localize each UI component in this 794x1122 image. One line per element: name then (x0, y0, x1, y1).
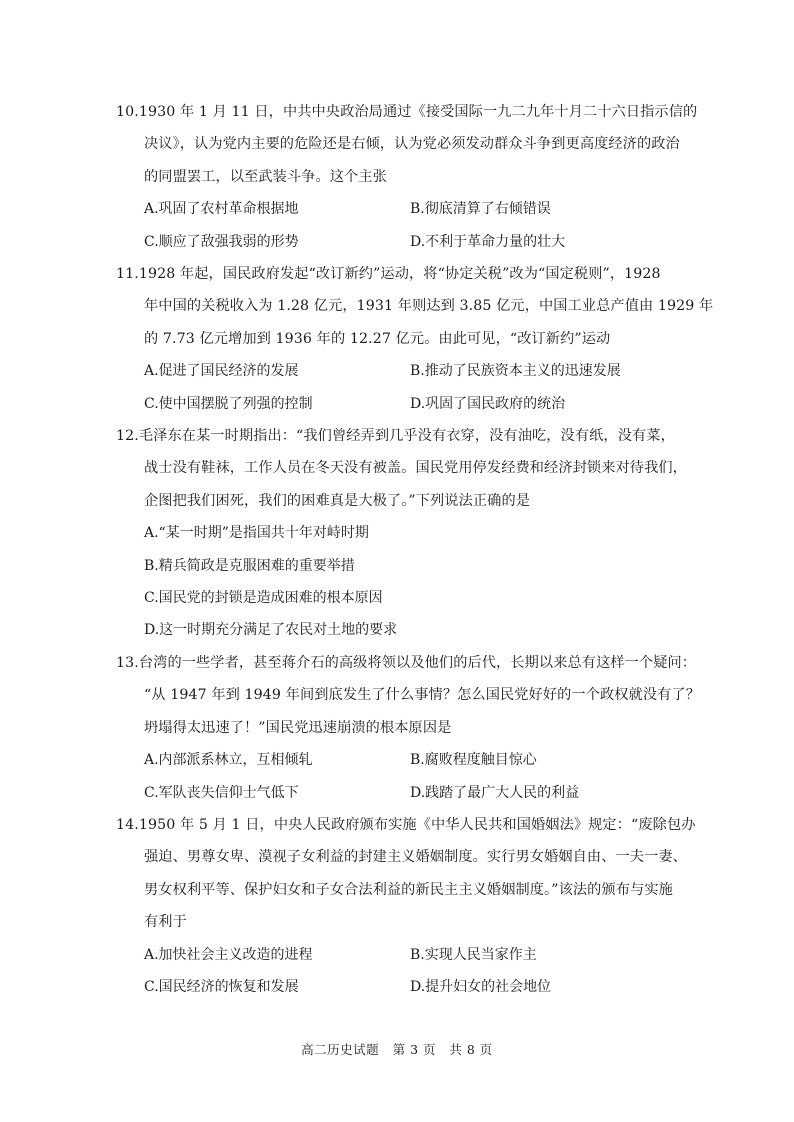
option-d: D.不利于革命力量的壮大 (410, 233, 566, 250)
option-a: A.巩固了农村革命根据地 (144, 201, 299, 218)
option-c: C.顺应了敌强我弱的形势 (144, 233, 299, 250)
option-d: D.践踏了最广大人民的利益 (410, 784, 580, 801)
option-d: D.巩固了国民政府的统治 (410, 395, 566, 412)
question-stem-line: 有利于 (144, 914, 187, 931)
option-a: A.“某一时期”是指国共十年对峙时期 (144, 525, 369, 542)
answer-options (116, 744, 676, 809)
option-b: B.彻底清算了右倾错误 (410, 201, 551, 218)
option-b: B.腐败程度触目惊心 (410, 752, 537, 769)
option-b: B.精兵简政是克服困难的重要举措 (144, 557, 355, 574)
question-stem-line: “从 1947 年到 1949 年间到底发生了什么事情？怎么国民党好好的一个政权就没有了？ (144, 687, 701, 704)
question-stem-line: 12.毛泽东在某一时期指出：“我们曾经弄到几乎没有衣穿，没有油吃，没有纸，没有菜， (116, 428, 675, 444)
question-stem-line: 战士没有鞋袜，工作人员在冬天没有被盖。国民党用停发经费和经济封锁来对待我们， (144, 460, 687, 477)
question-stem-line: 年中国的关税收入为 1.28 亿元，1931 年则达到 3.85 亿元，中国工业总产值由 1929 年 (144, 298, 714, 315)
question-stem-line: 强迫、男尊女卑、漠视子女利益的封建主义婚姻制度。实行男女婚姻自由、一夫一妻、 (144, 849, 687, 866)
question-stem-line: 坍塌得太迅速了！”国民党迅速崩溃的根本原因是 (144, 719, 452, 736)
question-stem-line: 企图把我们困死，我们的困难真是大极了。”下列说法正确的是 (144, 492, 531, 509)
question-stem-line: 决议》，认为党内主要的危险还是右倾，认为党必须发动群众斗争到更高度经济的政治 (144, 136, 680, 153)
option-b: B.推动了民族资本主义的迅速发展 (410, 363, 621, 380)
option-row (144, 777, 676, 809)
answer-options (116, 193, 676, 258)
answer-options (116, 355, 676, 420)
option-c: C.国民党的封锁是造成困难的根本原因 (144, 589, 383, 606)
option-b: B.实现人民当家作主 (410, 946, 537, 963)
question-stem-line: 14.1950 年 5 月 1 日，中央人民政府颁布实施《中华人民共和国婚姻法》规定：“废除包办 (116, 817, 696, 833)
question-stem-line: 男女权利平等、保护妇女和子女合法利益的新民主主义婚姻制度。”该法的颁布与实施 (144, 881, 673, 898)
question-stem-line: 的同盟罢工，以至武装斗争。这个主张 (144, 168, 387, 185)
option-c: C.使中国摆脱了列强的控制 (144, 395, 313, 412)
option-a: A.促进了国民经济的发展 (144, 363, 299, 380)
option-c: C.军队丧失信仰士气低下 (144, 784, 299, 801)
question-14 (116, 809, 696, 1003)
option-d: D.这一时期充分满足了农民对土地的要求 (144, 622, 398, 639)
question-12 (116, 420, 687, 647)
option-d: D.提升妇女的社会地位 (410, 978, 552, 995)
page-footer: 高二历史试题 第 3 页 共 8 页 (301, 1042, 493, 1057)
question-stem-line: 11.1928 年起，国民政府发起“改订新约”运动，将“协定关税”改为“国定税则”，1928 (116, 266, 661, 282)
question-stem-line: 的 7.73 亿元增加到 1936 年的 12.27 亿元。由此可见，“改订新约”运动 (144, 330, 611, 347)
option-row (144, 193, 676, 225)
question-stem-line: 13.台湾的一些学者，甚至蒋介石的高级将领以及他们的后代，长期以来总有这样一个疑问： (116, 655, 697, 671)
answer-options (116, 517, 676, 647)
option-a: A.加快社会主义改造的进程 (144, 946, 313, 963)
option-row (144, 744, 676, 776)
option-row (144, 939, 676, 971)
answer-options (116, 939, 676, 1004)
question-13 (116, 647, 701, 809)
option-row (144, 355, 676, 387)
question-10 (116, 96, 698, 258)
option-row (144, 971, 676, 1003)
option-c: C.国民经济的恢复和发展 (144, 978, 299, 995)
option-row (144, 226, 676, 258)
option-row (144, 388, 676, 420)
option-a: A.内部派系林立，互相倾轧 (144, 752, 313, 769)
question-stem-line: 10.1930 年 1 月 11 日，中共中央政治局通过《接受国际一九二九年十月二十六日指示信的 (116, 104, 698, 120)
question-11 (116, 258, 714, 420)
